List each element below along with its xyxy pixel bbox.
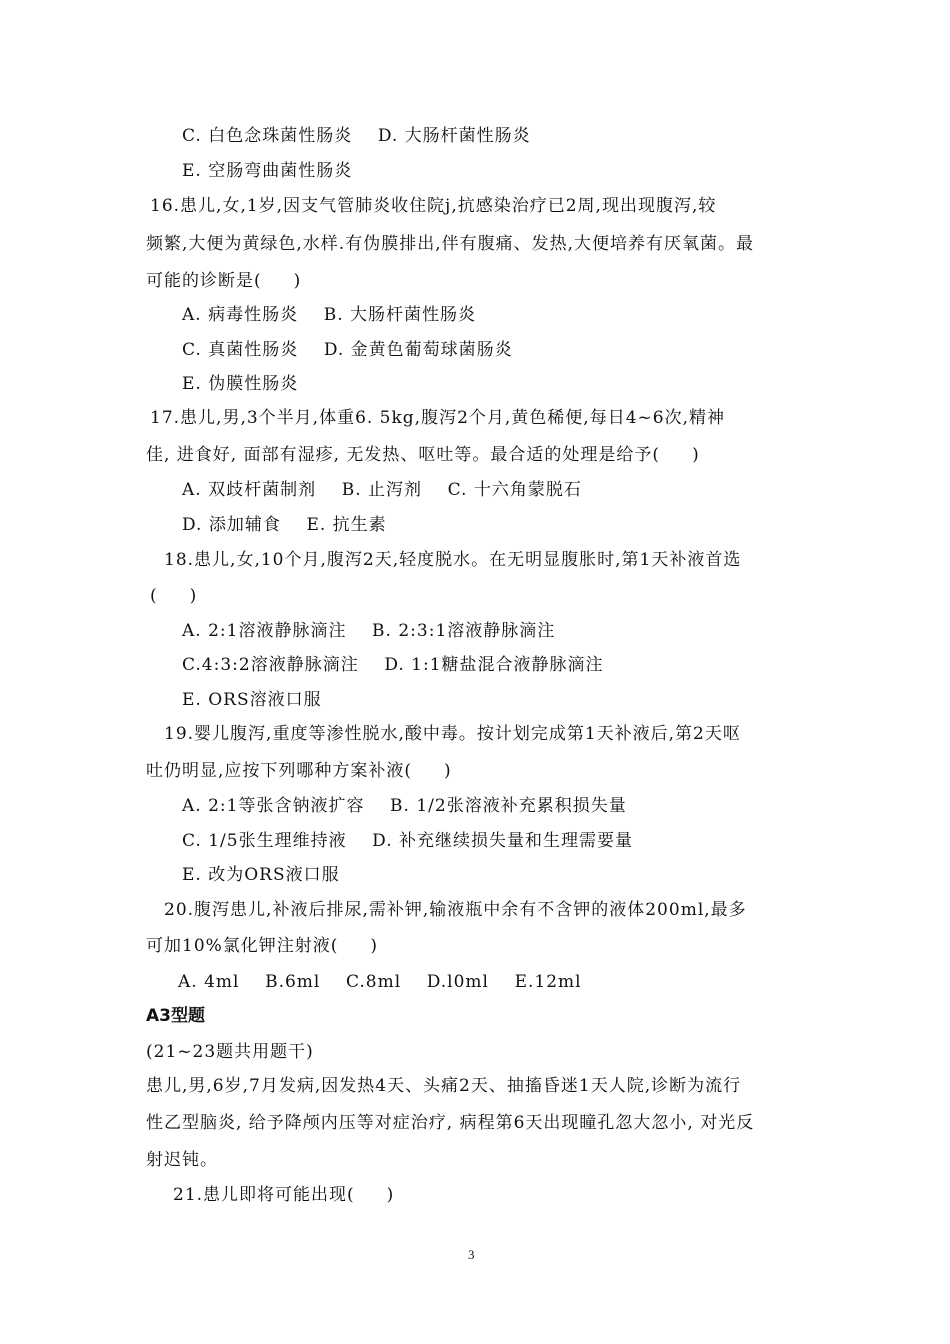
- q16-option-e: E. 伪膜性肠炎: [182, 374, 299, 394]
- q19-options-cd: C. 1/5张生理维持液 D. 补充继续损失量和生理需要量: [182, 831, 634, 851]
- q16-stem-line2: 频繁,大便为黄绿色,水样.有伪膜排出,伴有腹痛、发热,大便培养有厌氧菌。最: [146, 234, 755, 254]
- q15-options-cd: C. 白色念珠菌性肠炎 D. 大肠杆菌性肠炎: [182, 126, 531, 146]
- shared-stem-label: (21~23题共用题干): [146, 1042, 314, 1062]
- q18-options-ab: A. 2:1溶液静脉滴注 B. 2:3:1溶液静脉滴注: [182, 621, 556, 641]
- q20-stem-line1: 20.腹泻患儿,补液后排尿,需补钾,输液瓶中余有不含钾的液体200ml,最多: [164, 900, 747, 920]
- q16-options-ab: A. 病毒性肠炎 B. 大肠杆菌性肠炎: [182, 305, 476, 325]
- q17-stem-line1: 17.患儿,男,3个半月,体重6. 5kg,腹泻2个月,黄色稀便,每日4~6次,精神: [150, 408, 725, 428]
- q16-stem-line3: 可能的诊断是( ): [146, 271, 302, 291]
- case-text-line2: 性乙型脑炎, 给予降颅内压等对症治疗, 病程第6天出现瞳孔忽大忽小, 对光反: [146, 1113, 755, 1133]
- q17-options-abc: A. 双歧杆菌制剂 B. 止泻剂 C. 十六角蒙脱石: [182, 480, 582, 500]
- q16-stem-line1: 16.患儿,女,1岁,因支气管肺炎收住院j,抗感染治疗已2周,现出现腹泻,较: [150, 196, 717, 216]
- q18-options-cd: C.4:3:2溶液静脉滴注 D. 1:1糖盐混合液静脉滴注: [182, 655, 604, 675]
- q15-option-e: E. 空肠弯曲菌性肠炎: [182, 161, 353, 181]
- q21-stem: 21.患儿即将可能出现( ): [173, 1185, 395, 1205]
- page-number: 3: [468, 1247, 475, 1262]
- q19-options-ab: A. 2:1等张含钠液扩容 B. 1/2张溶液补充累积损失量: [182, 796, 627, 816]
- q17-options-de: D. 添加辅食 E. 抗生素: [182, 515, 387, 535]
- q18-stem-line1: 18.患儿,女,10个月,腹泻2天,轻度脱水。在无明显腹胀时,第1天补液首选: [164, 550, 742, 570]
- q19-stem-line2: 吐仍明显,应按下列哪种方案补液( ): [146, 761, 452, 781]
- q20-stem-line2: 可加10%氯化钾注射液( ): [146, 936, 379, 956]
- case-text-line1: 患儿,男,6岁,7月发病,因发热4天、头痛2天、抽搐昏迷1天人院,诊断为流行: [146, 1076, 742, 1096]
- q18-option-e: E. ORS溶液口服: [182, 690, 322, 710]
- section-heading-a3: A3型题: [146, 1006, 205, 1026]
- q16-options-cd: C. 真菌性肠炎 D. 金黄色葡萄球菌肠炎: [182, 340, 513, 360]
- q20-options: A. 4ml B.6ml C.8ml D.l0ml E.12ml: [178, 972, 582, 992]
- q17-stem-line2: 佳, 进食好, 面部有湿疹, 无发热、呕吐等。最合适的处理是给予( ): [146, 445, 700, 465]
- q19-stem-line1: 19.婴儿腹泻,重度等渗性脱水,酸中毒。按计划完成第1天补液后,第2天呕: [164, 724, 741, 744]
- q18-stem-line2: ( ): [150, 586, 198, 606]
- case-text-line3: 射迟钝。: [146, 1150, 218, 1170]
- q19-option-e: E. 改为ORS液口服: [182, 865, 340, 885]
